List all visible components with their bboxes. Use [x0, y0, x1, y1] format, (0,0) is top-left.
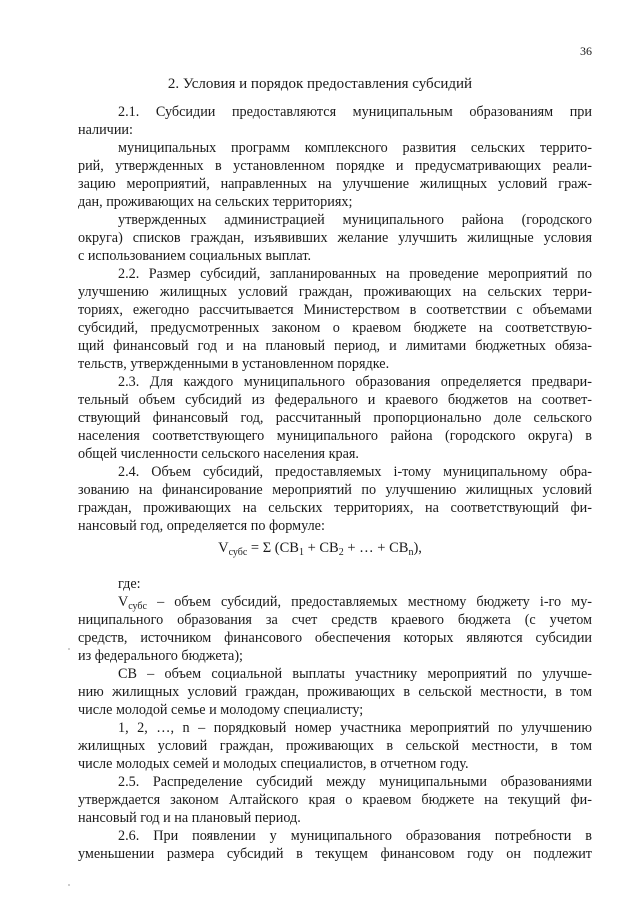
- text-line: нансовый год, определяется по формуле:: [78, 518, 325, 534]
- scan-speck: [68, 648, 70, 650]
- formula-rhs-start: = Σ (СВ: [247, 540, 299, 556]
- text-line: муниципальных программ комплексного развития сельских террито-: [118, 140, 592, 156]
- formula-lhs: V: [218, 540, 229, 556]
- text-line: с использованием социальных выплат.: [78, 248, 312, 264]
- text-line: жилищных условий граждан, проживающих в сельской местности, в том: [78, 738, 592, 754]
- formula-sub1: 1: [298, 547, 304, 558]
- text-line: где:: [118, 576, 141, 592]
- formula-subn: n: [408, 547, 414, 558]
- text-line: наличии:: [78, 122, 133, 138]
- text-line: из федерального бюджета);: [78, 648, 243, 664]
- section-title: 2. Условия и порядок предоставления субсидий: [167, 76, 473, 92]
- text-line: тельный объем субсидий из федерального и краевого бюджетов на соответ-: [78, 392, 592, 408]
- text-line: ствующий финансовый год, рассчитанный пропорционально доле сельского: [78, 410, 592, 426]
- formula-sub2: 2: [338, 547, 344, 558]
- scan-speck: [68, 884, 70, 886]
- text-line: населения соответствующего муниципального района (городского округа) в: [78, 428, 592, 444]
- formula-mid2: + … + СВ: [343, 540, 409, 556]
- text-line: числе молодой семье и молодому специалисту;: [78, 702, 364, 718]
- text-line: ниципального образования за счет средств краевого бюджета (с учетом: [78, 612, 592, 628]
- text-line: зованию на финансирование мероприятий по улучшению жилищных условий: [78, 482, 592, 498]
- text-line: щий финансовый год и на плановый период, и лимитами бюджетных обяза-: [78, 338, 592, 354]
- text-line: 2.3. Для каждого муниципального образования определяется предвари-: [118, 374, 592, 390]
- text-line: тельств, утвержденными в установленном порядке.: [78, 356, 390, 372]
- formula-end: ),: [413, 540, 422, 556]
- text-line: рий, утвержденных в установленном порядке и предусматривающих реали-: [78, 158, 592, 174]
- text-line: 1, 2, …, n – порядковый номер участника мероприятий по улучшению: [118, 720, 592, 736]
- text-line: ториях, ежегодно рассчитывается Министерством в соответствии с объемами: [78, 302, 592, 318]
- vsubs-symbol-sub: субс: [128, 601, 147, 612]
- text-line: уменьшении размера субсидий в текущем финансовом году он подлежит: [78, 846, 592, 862]
- vsubs-symbol: V: [118, 594, 129, 610]
- text-line: общей численности сельского населения края.: [78, 446, 359, 462]
- formula-lhs-sub: субс: [228, 547, 248, 558]
- text-line: нию жилищных условий граждан, проживающих в сельской местности, в том: [78, 684, 592, 700]
- text-line: граждан, проживающих на сельских территориях, на соответствующий фи-: [78, 500, 592, 516]
- text-line: 2.5. Распределение субсидий между муниципальными образованиями: [118, 774, 592, 790]
- text-line: СВ – объем социальной выплаты участнику мероприятий по улучше-: [118, 666, 592, 682]
- text-line: нансовый год и на плановый период.: [78, 810, 301, 826]
- text-line: 2.6. При появлении у муниципального образования потребности в: [118, 828, 592, 844]
- text-line: средств, источником финансового обеспечения которых являются субсидии: [78, 630, 592, 646]
- formula-mid1: + СВ: [303, 540, 339, 556]
- text-line: субсидий, предусмотренных законом о краевом бюджете на соответствую-: [78, 320, 592, 336]
- text-line: 2.4. Объем субсидий, предоставляемых i-тому муниципальному обра-: [118, 464, 592, 480]
- text-line: 2.2. Размер субсидий, запланированных на проведение мероприятий по: [118, 266, 592, 282]
- text-line: улучшению жилищных условий граждан, проживающих на сельских терри-: [78, 284, 592, 300]
- text-line: зацию мероприятий, направленных на улучшение жилищных условий граж-: [78, 176, 592, 192]
- text-line: дан, проживающих на сельских территориях;: [78, 194, 353, 210]
- text-line: округа) списков граждан, изъявивших желание улучшить жилищные условия: [78, 230, 592, 246]
- text-line: 2.1. Субсидии предоставляются муниципальным образованиям при: [118, 104, 592, 120]
- text-line: числе молодых семей и молодых специалистов, в отчетном году.: [78, 756, 469, 772]
- text-line: утвержденных администрацией муниципального района (городского: [118, 212, 592, 228]
- text-line: утверждается законом Алтайского края о краевом бюджете на текущий фи-: [78, 792, 592, 808]
- page-number: 36: [580, 44, 592, 58]
- subsidy-formula: [0, 540, 640, 558]
- vsubs-definition: – объем субсидий, предоставляемых местному бюджету i-го му-: [157, 594, 593, 610]
